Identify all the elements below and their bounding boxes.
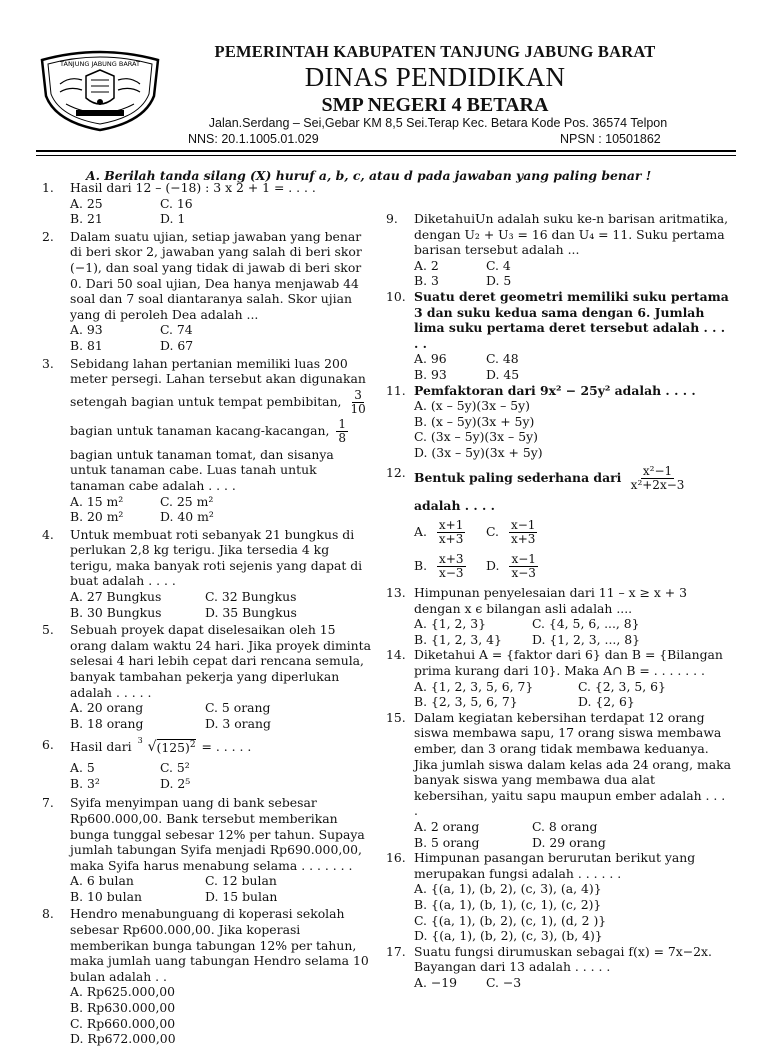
- option-c[interactable]: C. {2, 3, 5, 6}: [578, 678, 666, 694]
- option-a[interactable]: A. (x – 5y)(3x – 5y): [414, 398, 530, 414]
- question-number: 5.: [42, 622, 54, 638]
- question-5: [42, 622, 374, 731]
- question-12: [386, 465, 731, 584]
- option-d[interactable]: D. 3 orang: [205, 715, 271, 731]
- option-c[interactable]: C. 4: [486, 257, 511, 273]
- options: [414, 975, 731, 991]
- fraction: $\frac{1}{8}$: [338, 416, 347, 445]
- options: [414, 258, 731, 289]
- question-6: [42, 737, 374, 791]
- question-11: [386, 383, 731, 461]
- question-7: [42, 795, 374, 904]
- npsn-number: NPSN : 10501862: [560, 132, 661, 146]
- question-text: Sebuah proyek dapat diselesaikan oleh 15 orang dalam waktu 24 hari. Jika proyek diminta selesai 4 hari lebih cepat dari rencana semula, banyak tambahan pekerja yang diperlukan adalah . . . . .: [70, 622, 372, 700]
- question-text: Syifa menyimpan uang di bank sebesar Rp600.000,00. Bank tersebut memberikan bunga tunggal sebesar 12% per tahun. Supaya jumlah tabungan Syifa menjadi Rp690.000,00, maka Syifa harus menabung selama . . . . . . .: [70, 795, 365, 873]
- question-text: bagian untuk tanaman tomat, dan sisanya untuk tanaman cabe. Luas tanah untuk tanaman cabe adalah . . . .: [70, 446, 334, 493]
- agency-title: DINAS PENDIDIKAN: [304, 62, 566, 92]
- svg-text:TANJUNG JABUNG BARAT: TANJUNG JABUNG BARAT: [60, 60, 140, 68]
- question-15: [386, 710, 731, 850]
- option-d[interactable]: D. 35 Bungkus: [205, 604, 297, 620]
- option-b[interactable]: B. 81: [70, 337, 103, 353]
- option-d[interactable]: D. Rp672.000,00: [70, 1031, 176, 1047]
- header-rule-thick: [36, 150, 736, 152]
- fraction: $\frac{x-1}{x-3}$: [511, 551, 536, 580]
- option-c[interactable]: C. 74: [160, 322, 193, 338]
- right-column: [386, 211, 731, 991]
- option-b[interactable]: B. {(a, 1), (b, 1), (c, 1), (c, 2)}: [414, 896, 602, 912]
- option-a[interactable]: A. 2 orang: [414, 819, 480, 834]
- option-b[interactable]: B. 30 Bungkus: [70, 604, 162, 620]
- fraction: $\frac{\text{x²−1}}{\text{x²+2x−3}}$: [630, 463, 685, 492]
- question-text: Hendro menabunguang di koperasi sekolah sebesar Rp600.000,00. Jika koperasi memberikan bunga tabungan 12% per tahun, maka jumlah uang tabungan Hendro selama 10 bulan adalah . .: [70, 906, 369, 984]
- options: [70, 196, 374, 227]
- option-c[interactable]: C. −3: [486, 974, 522, 990]
- option-a[interactable]: A. −19: [414, 974, 457, 990]
- option-a[interactable]: A. Rp625.000,00: [70, 984, 176, 1000]
- option-c[interactable]: C. 5²: [160, 760, 190, 776]
- nns-number: NNS: 20.1.1005.01.029: [188, 132, 319, 146]
- question-17: [386, 944, 731, 991]
- fraction: $\frac{3}{10}$: [350, 387, 366, 416]
- options: [414, 398, 731, 460]
- option-d[interactable]: D. $\frac{x-1}{x-3}$: [486, 551, 536, 580]
- option-d[interactable]: D. 45: [486, 366, 520, 382]
- option-a[interactable]: A. 6 bulan: [70, 873, 134, 889]
- option-b[interactable]: B. {2, 3, 5, 6, 7}: [414, 694, 518, 710]
- option-c[interactable]: C. 5 orang: [205, 700, 271, 716]
- question-text-line: bagian untuk tanaman kacang-kacangan, $\frac{1}{8}$: [70, 416, 347, 445]
- question-text: Dalam kegiatan kebersihan terdapat 12 orang siswa membawa sapu, 17 orang siswa membawa ember, dan 3 orang tidak membawa keduanya. Jika jumlah siswa dalam kelas ada 24 orang, maka banyak siswa yang membawa dua alat kebersihan, yaitu sapu maupun ember adalah . . . .: [414, 709, 732, 819]
- option-d[interactable]: D. {(a, 1), (b, 2), (c, 3), (b, 4)}: [414, 928, 603, 944]
- question-1: [42, 180, 374, 227]
- question-number: 15.: [386, 709, 406, 725]
- option-a[interactable]: A. {(a, 1), (b, 2), (c, 3), (a, 4)}: [414, 881, 602, 897]
- question-4: [42, 527, 374, 621]
- fraction: $\frac{x+3}{x-3}$: [439, 551, 464, 580]
- option-b[interactable]: B. 18 orang: [70, 715, 144, 731]
- question-text: Himpunan pasangan berurutan berikut yang merupakan fungsi adalah . . . . . .: [414, 850, 696, 881]
- option-c[interactable]: C. {(a, 1), (b, 2), (c, 1), (d, 2 )}: [414, 912, 607, 928]
- option-d[interactable]: D. 5: [486, 273, 512, 289]
- question-text-line: setengah bagian untuk tempat pembibitan, $\frac{3}{10}$: [70, 387, 366, 416]
- school-address: Jalan.Serdang – Sei,Gebar KM 8,5 Sei.Terap Kec. Betara Kode Pos. 36574 Telpon: [208, 116, 668, 130]
- question-9: [386, 211, 731, 289]
- option-a[interactable]: A. 5: [70, 760, 95, 776]
- option-d[interactable]: D. 67: [160, 337, 194, 353]
- question-text: Suatu fungsi dirumuskan sebagai f(x) = 7x−2x. Bayangan dari 13 adalah . . . . .: [414, 943, 712, 975]
- question-number: 14.: [386, 647, 406, 663]
- question-8: [42, 906, 374, 1046]
- option-b[interactable]: B. {1, 2, 3, 4}: [414, 631, 502, 647]
- option-c[interactable]: C. (3x – 5y)(3x – 5y): [414, 429, 538, 445]
- options: [414, 616, 731, 647]
- option-d[interactable]: D. {2, 6}: [578, 694, 635, 710]
- option-d[interactable]: D. {1, 2, 3, ..., 8}: [532, 631, 640, 647]
- option-d[interactable]: D. 29 orang: [532, 834, 606, 850]
- option-c[interactable]: C. Rp660.000,00: [70, 1015, 176, 1031]
- fraction: $\frac{x+1}{x+3}$: [438, 517, 464, 546]
- question-13: [386, 585, 731, 647]
- options: [414, 679, 731, 710]
- option-b[interactable]: B. (x – 5y)(3x + 5y): [414, 413, 535, 429]
- instruction: A. Berilah tanda silang (X) huruf a, b, c, atau d pada jawaban yang paling benar !: [86, 168, 652, 183]
- option-b[interactable]: B. 3²: [70, 775, 100, 791]
- question-text-tail: adalah . . . .: [414, 497, 495, 513]
- question-number: 13.: [386, 585, 406, 601]
- government-title: PEMERINTAH KABUPATEN TANJUNG JABUNG BARAT: [214, 42, 656, 61]
- option-b[interactable]: B. 21: [70, 211, 103, 227]
- option-a[interactable]: A. 96: [414, 351, 447, 367]
- options: [414, 819, 731, 850]
- option-d[interactable]: D. 15 bulan: [205, 888, 278, 904]
- option-a[interactable]: A. $\frac{x+1}{x+3}$: [414, 517, 464, 546]
- option-d[interactable]: D. (3x – 5y)(3x + 5y): [414, 444, 543, 460]
- options: [70, 494, 374, 525]
- question-number: 17.: [386, 943, 406, 959]
- option-a[interactable]: A. {1, 2, 3, 5, 6, 7}: [414, 678, 534, 694]
- option-a[interactable]: A. 2: [414, 257, 439, 273]
- cube-root-expression: 3 $√(125)^2$: [137, 736, 196, 756]
- question-number: 8.: [42, 906, 54, 922]
- option-a[interactable]: A. 93: [70, 322, 103, 338]
- question-number: 10.: [386, 288, 406, 304]
- question-number: 1.: [42, 180, 54, 195]
- left-column: [42, 180, 374, 1047]
- option-c[interactable]: C. {4, 5, 6, ..., 8}: [532, 616, 640, 632]
- option-a[interactable]: A. 20 orang: [70, 700, 144, 716]
- option-c[interactable]: C. 48: [486, 351, 519, 367]
- option-b[interactable]: B. Rp630.000,00: [70, 1000, 176, 1016]
- option-a[interactable]: A. {1, 2, 3}: [414, 616, 486, 632]
- option-b[interactable]: B. 20 m²: [70, 509, 124, 525]
- options: [70, 589, 374, 620]
- question-number: 16.: [386, 850, 406, 866]
- option-c[interactable]: C. 16: [160, 195, 193, 211]
- letterhead: [0, 0, 768, 160]
- question-number: 6.: [42, 737, 54, 753]
- question-16: [386, 850, 731, 944]
- option-b[interactable]: B. 5 orang: [414, 834, 480, 850]
- question-number: 4.: [42, 526, 54, 542]
- question-number: 12.: [386, 464, 406, 480]
- question-10: [386, 289, 731, 383]
- school-name: SMP NEGERI 4 BETARA: [321, 94, 549, 116]
- option-a[interactable]: A. 27 Bungkus: [70, 589, 162, 605]
- question-text: Hasil dari 12 – (−18) : 3 x 2 + 1 = . . . .: [70, 180, 316, 195]
- question-2: [42, 229, 374, 354]
- question-3: [42, 356, 374, 525]
- question-text: Untuk membuat roti sebanyak 21 bungkus di perlukan 2,8 kg terigu. Jika tersedia 4 kg terigu, maka banyak roti sejenis yang dapat di buat adalah . . . .: [70, 526, 363, 589]
- options: [414, 351, 731, 382]
- option-c[interactable]: C. 25 m²: [160, 493, 214, 509]
- header-rule-thin: [36, 155, 736, 156]
- question-text: Hasil dari 3 $√(125)^2$ = . . . . .: [70, 736, 252, 756]
- option-c[interactable]: C. 8 orang: [532, 819, 598, 834]
- options: [70, 322, 374, 353]
- question-14: [386, 647, 731, 709]
- question-number: 2.: [42, 228, 54, 244]
- options: [414, 881, 731, 943]
- option-d[interactable]: D. 40 m²: [160, 509, 214, 525]
- question-text: Pemfaktoran dari 9x² − 25y² adalah . . . .: [414, 382, 696, 398]
- option-b[interactable]: B. 3: [414, 273, 439, 289]
- question-number: 9.: [386, 211, 398, 226]
- fraction: $\frac{x-1}{x+3}$: [510, 517, 536, 546]
- question-text: Dalam suatu ujian, setiap jawaban yang benar di beri skor 2, jawaban yang salah di beri skor (−1), dan soal yang tidak di jawab di beri skor 0. Dari 50 soal ujian, Dea hanya menjawab 44 soal dan 7 soal diantaranya salah. Skor ujian yang di peroleh Dea adalah ...: [70, 228, 362, 322]
- question-text: Himpunan penyelesaian dari 11 – x ≥ x + 3 dengan x ϵ bilangan asli adalah ....: [414, 585, 687, 616]
- question-text: Bentuk paling sederhana dari $\frac{\text{x²−1}}{\text{x²+2x−3}}$: [414, 463, 685, 492]
- option-c[interactable]: C. 12 bulan: [205, 873, 277, 889]
- option-a[interactable]: A. 15 m²: [70, 493, 124, 509]
- option-d[interactable]: D. 2⁵: [160, 775, 191, 791]
- options: [70, 700, 374, 731]
- options: [414, 515, 731, 583]
- options: [70, 873, 374, 904]
- question-number: 3.: [42, 355, 54, 371]
- options: [70, 984, 374, 1046]
- question-text: DiketahuiUn adalah suku ke-n barisan aritmatika, dengan U₂ + U₃ = 16 dan U₄ = 11. Suku pertama barisan tersebut adalah ...: [414, 211, 729, 258]
- options: [70, 760, 374, 791]
- question-text: Suatu deret geometri memiliki suku pertama 3 dan suku kedua sama dengan 6. Jumlah lima suku pertama deret tersebut adalah . . . . .: [414, 288, 729, 351]
- question-number: 11.: [386, 382, 406, 398]
- regency-emblem-icon: [36, 50, 164, 132]
- option-b[interactable]: B. $\frac{x+3}{x-3}$: [414, 551, 464, 580]
- question-number: 7.: [42, 795, 54, 811]
- option-d[interactable]: D. 1: [160, 211, 186, 227]
- question-text: Sebidang lahan pertanian memiliki luas 200 meter persegi. Lahan tersebut akan digunakan: [70, 355, 366, 387]
- option-b[interactable]: B. 10 bulan: [70, 888, 142, 904]
- option-a[interactable]: A. 25: [70, 195, 103, 211]
- option-b[interactable]: B. 93: [414, 366, 447, 382]
- option-c[interactable]: C. $\frac{x-1}{x+3}$: [486, 517, 536, 546]
- question-text: Diketahui A = {faktor dari 6} dan B = {Bilangan prima kurang dari 10}. Maka A∩ B = . . . . . . .: [414, 647, 723, 679]
- option-c[interactable]: C. 32 Bungkus: [205, 589, 297, 605]
